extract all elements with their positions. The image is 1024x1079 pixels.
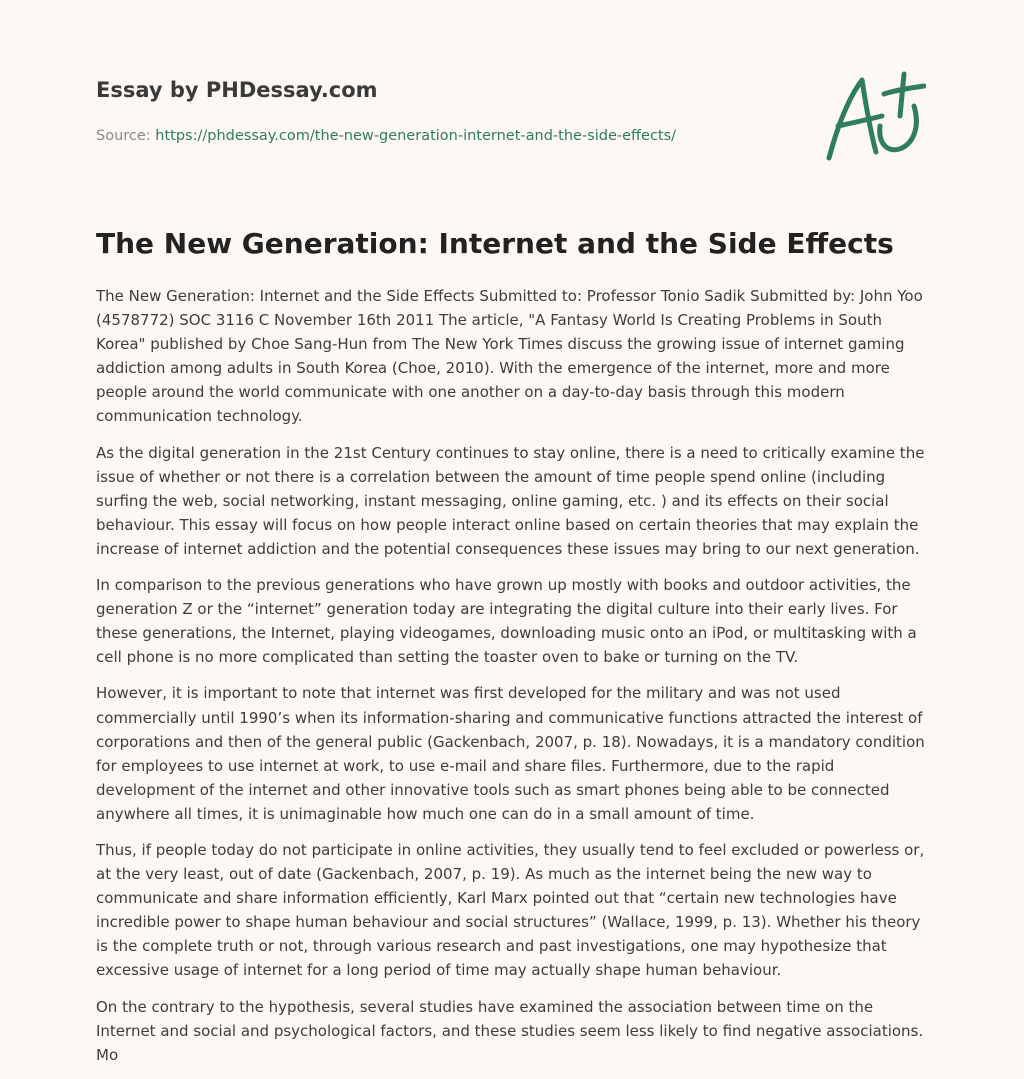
paragraph: On the contrary to the hypothesis, several studies have examined the association between time on the Internet and social and psychological factors, and these studies seem less likely to find negative associations. Mo xyxy=(96,997,924,1064)
source-link[interactable]: https://phdessay.com/the-new-generation-internet-and-the-side-effects/ xyxy=(155,128,677,144)
article-title: The New Generation: Internet and the Side Effects xyxy=(96,227,894,260)
paragraph: Thus, if people today do not participate in online activities, they usually tend to feel excluded or powerless or, at the very least, out of date (Gackenbach, 2007, p. 19). As much as the internet being the new way to communicate and share information efficiently, Karl Marx pointed out that “certain new technologies have incredible power to shape human behaviour and social structures” (Wallace, 1999, p. 13). Whether his theory is the complete truth or not, through various research and past investigations, one may hypothesize that excessive usage of internet for a long period of time may actually shape human behaviour. xyxy=(96,840,925,980)
paragraph: As the digital generation in the 21st Century continues to stay online, there is a need to critically examine the issue of whether or not there is a correlation between the amount of time people spend online (including surfing the web, social networking, instant messaging, online gaming, etc. ) and its effects on their social behaviour. This essay will focus on how people interact online based on certain theories that may explain the increase of internet addiction and the potential consequences these issues may bring to our next generation. xyxy=(96,443,925,558)
paragraph: In comparison to the previous generations who have grown up mostly with books and outdoor activities, the generation Z or the “internet” generation today are integrating the digital culture into their early lives. For these generations, the Internet, playing videogames, downloading music onto an iPod, or multitasking with a cell phone is no more complicated than setting the toaster oven to bake or turning on the TV. xyxy=(96,576,917,667)
a-plus-grade-icon xyxy=(822,68,926,164)
source-line xyxy=(96,126,796,146)
source-label: Source: xyxy=(96,128,151,144)
paragraph: However, it is important to note that internet was first developed for the military and was not used commercially until 1990’s when its information-sharing and communicative functions attracted the interest of corporations and then of the general public (Gackenbach, 2007, p. 18). Nowadays, it is a mandatory condition for employees to use internet at work, to use e-mail and share files. Furthermore, due to the rapid development of the internet and other innovative tools such as smart phones being able to be connected anywhere all times, it is unimaginable how much one can do in a small amount of time. xyxy=(96,684,925,823)
site-brand: Essay by PHDessay.com xyxy=(96,78,378,102)
article-body xyxy=(96,284,934,1079)
paragraph: The New Generation: Internet and the Side Effects Submitted to: Professor Tonio Sadik Submitted by: John Yoo (4578772) SOC 3116 C November 16th 2011 The article, "A Fantasy World Is Creating Problems in South Korea" published by Choe Sang-Hun from The New York Times discuss the growing issue of internet gaming addiction among adults in South Korea (Choe, 2010). With the emergence of the internet, more and more people around the world communicate with one another on a day-to-day basis through this modern communication technology. xyxy=(96,287,923,426)
essay-header xyxy=(96,74,796,146)
